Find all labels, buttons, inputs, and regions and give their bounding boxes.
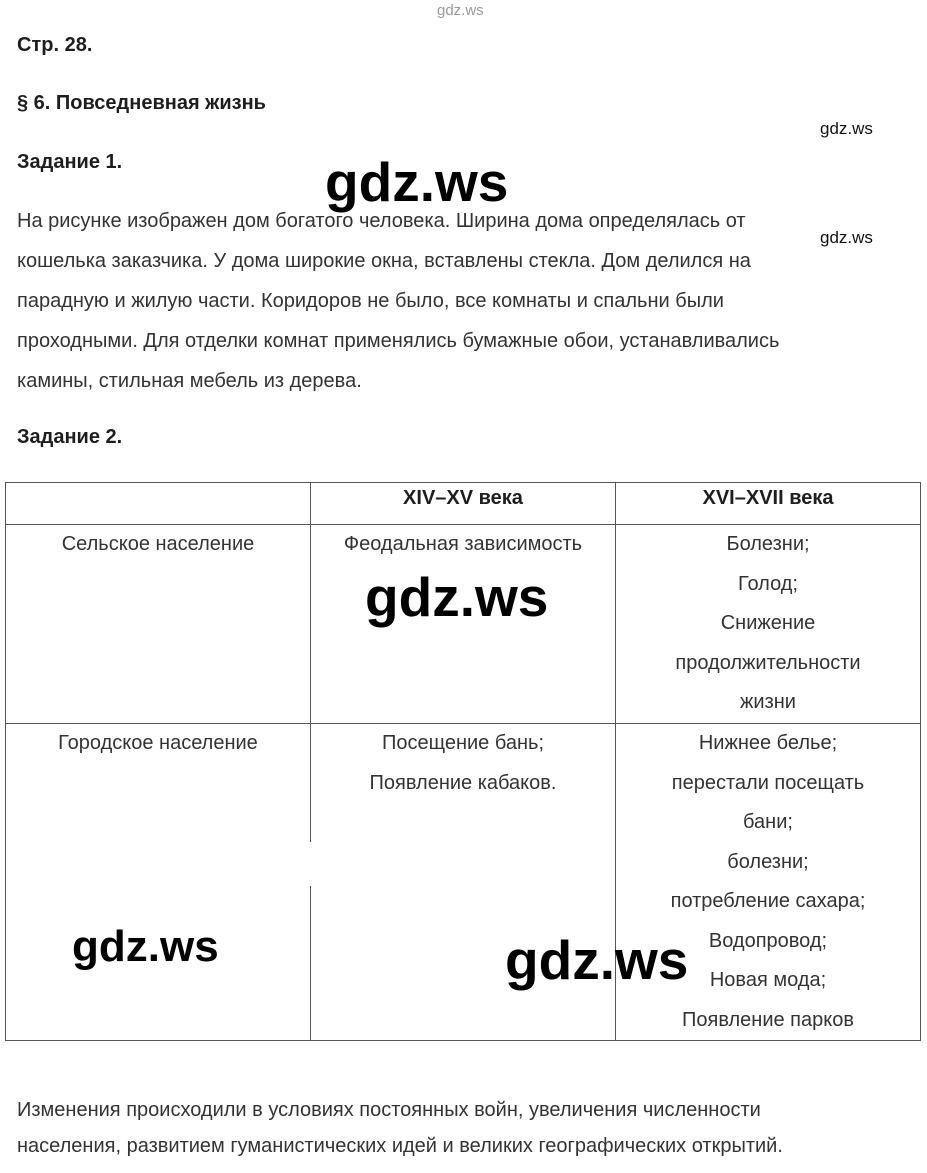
watermark-top: gdz.ws (437, 2, 484, 19)
task2-title: Задание 2. (17, 426, 123, 448)
task1-line: камины, стильная мебель из дерева. (17, 370, 362, 392)
cell-urban-xiv-xv: Посещение бань; Появление кабаков. (311, 724, 616, 1041)
page-label: Стр. 28. (17, 34, 93, 56)
table-header-empty (6, 483, 311, 525)
task1-line: парадную и жилую части. Коридоров не было, все комнаты и спальни были (17, 290, 724, 312)
watermark-big-2: gdz.ws (365, 566, 549, 628)
conclusion-line: Изменения происходили в условиях постоянных войн, увеличения численности (17, 1099, 761, 1121)
task1-line: проходными. Для отделки комнат применялись бумажные обои, устанавливались (17, 330, 780, 352)
cell-rural-xvi-xvii: Болезни; Голод; Снижение продолжительности жизни (616, 525, 921, 724)
row-label-rural: Сельское население (6, 525, 311, 724)
task1-line: кошелька заказчика. У дома широкие окна, вставлены стекла. Дом делился на (17, 250, 751, 272)
cell-rural-xiv-xv: Феодальная зависимость (311, 525, 616, 724)
table-row (6, 724, 921, 1041)
table-header-xiv-xv: XIV–XV века (311, 483, 616, 525)
section-title: § 6. Повседневная жизнь (17, 92, 266, 114)
table-header-xvi-xvii: XVI–XVII века (616, 483, 921, 525)
table-line-gap (300, 842, 320, 886)
watermark-small-1: gdz.ws (820, 119, 873, 138)
cell-urban-xvi-xvii: Нижнее белье; перестали посещать бани; болезни; потребление сахара; Водопровод; Новая мода; Появление парков (616, 724, 921, 1041)
row-label-urban: Городское население (6, 724, 311, 1041)
task1-paragraph (17, 201, 779, 401)
watermark-big-1: gdz.ws (325, 151, 509, 213)
watermark-small-2: gdz.ws (820, 228, 873, 247)
table-header-row (6, 483, 921, 525)
task1-title: Задание 1. (17, 151, 123, 173)
conclusion-paragraph (17, 1092, 783, 1164)
conclusion-line: населения, развитием гуманистических идей и великих географических открытий. (17, 1135, 783, 1157)
watermark-big-3: gdz.ws (72, 922, 219, 971)
task1-line: На рисунке изображен дом богатого человека. Ширина дома определялась от (17, 210, 746, 232)
watermark-big-4: gdz.ws (505, 929, 689, 991)
